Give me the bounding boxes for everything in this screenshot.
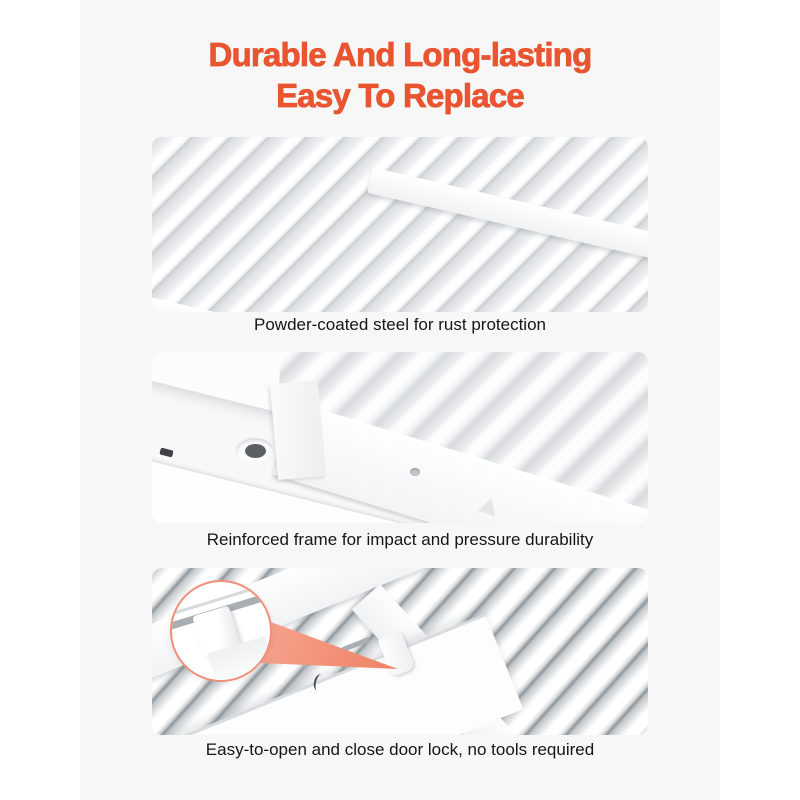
title-line-2: Easy To Replace <box>276 77 524 114</box>
photo-louvered-grille <box>152 137 648 312</box>
infographic-canvas <box>80 0 720 800</box>
page-title <box>80 34 720 116</box>
magnifier-callout-icon <box>170 580 272 682</box>
feature-caption-reinforced-frame: Reinforced frame for impact and pressure durability <box>206 530 594 549</box>
feature-caption-rust-protection: Powder-coated steel for rust protection <box>254 315 546 334</box>
feature-caption-door-lock: Easy-to-open and close door lock, no tools required <box>205 740 595 759</box>
small-screw-hole <box>410 468 420 476</box>
title-line-1: Durable And Long-lasting <box>208 36 592 73</box>
photo-reinforced-frame <box>152 352 648 523</box>
screw-hole <box>245 444 266 458</box>
photo-door-lock <box>152 568 648 735</box>
frame-corner-post <box>270 380 326 480</box>
